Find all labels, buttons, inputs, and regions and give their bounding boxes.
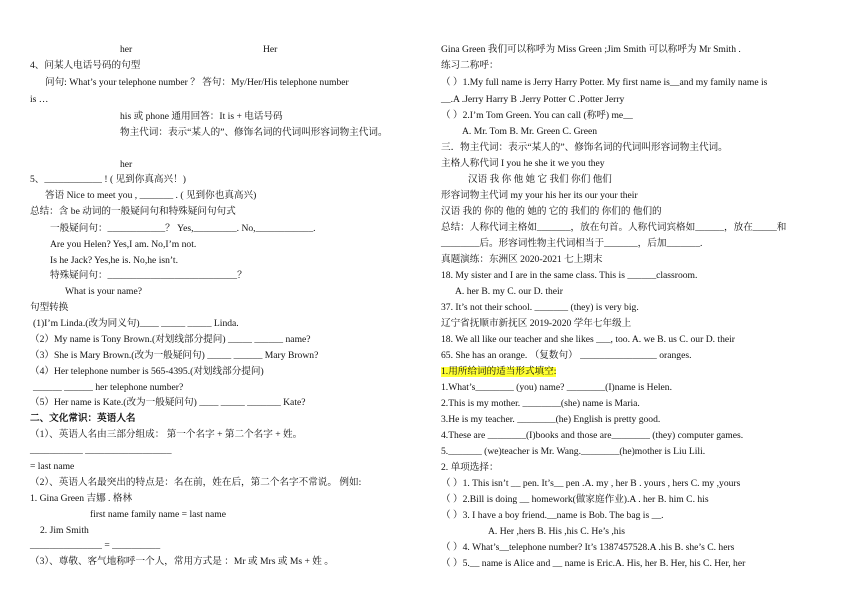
right-line: 65. She has an orange. （复数句） ________________ oranges. <box>441 350 692 361</box>
right-line: 2. 单项选择： <box>441 462 499 473</box>
left-line: ______ ______ her telephone number? <box>33 382 184 393</box>
right-line: 汉语 我的 你的 他的 她的 它的 我们的 你们的 他们的 <box>441 206 662 217</box>
left-line: （2）、英语人名最突出的特点是：名在前，姓在后，第二个名字不常说。 例如: <box>30 477 362 488</box>
right-line: A. Her ,hers B. His ,his C. He’s ,his <box>488 526 625 537</box>
right-line: 18. My sister and I are in the same class. This is ______classroom. <box>441 270 698 281</box>
left-line: 物主代词：表示“某人的”、修饰名词的代词叫形容词物主代词。 <box>120 127 388 138</box>
left-line: (1)I’m Linda.(改为同义句)____ _____ _____ Linda. <box>33 318 239 329</box>
left-line: 1. Gina Green 吉娜 . 格林 <box>30 493 133 504</box>
left-line: What is your name? <box>65 286 142 297</box>
right-line: （ ）2.I’m Tom Green. You can call (称呼) me__ <box>441 110 633 121</box>
right-line: 练习二称呼： <box>441 60 499 71</box>
left-line: ___________ __________________ <box>30 445 172 456</box>
left-line: （2）My name is Tony Brown.(对划线部分提问) _____ ______ name? <box>30 334 311 345</box>
right-line: （ ）5.__ name is Alice and __ name is Eric.A. His, her B. Her, his C. Her, her <box>441 558 746 569</box>
right-line: 真题演练：东洲区 2020-2021 七上期末 <box>441 254 603 265</box>
left-line: （1）、英语人名由三部分组成： 第一个名字 + 第二个名字 + 姓。 <box>30 429 303 440</box>
right-line: ________后。形容词性物主代词相当于_______，后加_______. <box>441 238 703 249</box>
left-line: Her <box>263 44 278 55</box>
left-line: Is he Jack? Yes,he is. No,he isn’t. <box>50 255 178 266</box>
right-line: 辽宁省抚顺市新抚区 2019-2020 学年七年级上 <box>441 318 632 329</box>
right-line: 18. We all like our teacher and she likes ___, too. A. we B. us C. our D. their <box>441 334 735 345</box>
right-line: 总结：人称代词主格如_______，放在句首。人称代词宾格如______，放在_____和 <box>441 222 787 233</box>
left-line: her <box>120 44 133 55</box>
left-line: （4）Her telephone number is 565-4395.(对划线部分提问) <box>30 366 264 377</box>
left-line: 总结：含 be 动词的一般疑问句和特殊疑问句句式 <box>30 206 236 217</box>
right-line: 2.This is my mother. ________(she) name is Maria. <box>441 398 640 409</box>
left-line: = last name <box>30 461 75 472</box>
left-line: 2. Jim Smith <box>40 525 89 536</box>
left-line: Are you Helen? Yes,I am. No,I’m not. <box>50 239 197 250</box>
right-line: （ ）1. This isn’t __ pen. It’s__ pen .A. my , her B . yours , hers C. my ,yours <box>441 478 741 489</box>
right-line: （ ）1.My full name is Jerry Harry Potter. My first name is__and my family name is <box>441 77 768 88</box>
left-line: 答语 Nice to meet you , _______ . ( 见到你也真高兴) <box>45 190 257 201</box>
right-line: 1.用所给词的适当形式填空: <box>441 366 557 377</box>
left-line: is … <box>30 94 49 105</box>
left-line: 一般疑问句：____________？ Yes,_________. No,____________. <box>50 223 316 234</box>
left-line: （3）、尊敬、客气地称呼一个人，常用方式是 ：Mr 或 Mrs 或 Ms + 姓 。 <box>30 556 334 567</box>
left-line: 二、文化常识：英语人名 <box>30 413 136 424</box>
left-line: （3）She is Mary Brown.(改为一般疑问句) _____ ______ Mary Brown? <box>30 350 319 361</box>
right-line: A. Mr. Tom B. Mr. Green C. Green <box>462 126 598 137</box>
right-line: 5._______ (we)teacher is Mr. Wang.________(he)mother is Liu Lili. <box>441 446 706 457</box>
right-line: 1.What’s________ (you) name? ________(I)name is Helen. <box>441 382 672 393</box>
right-line: 形容词物主代词 my your his her its our your their <box>441 190 638 201</box>
right-line: 汉语 我 你 他 她 它 我们 你们 他们 <box>468 174 612 185</box>
left-line: 问句: What’s your telephone number ？ 答句：My/Her/His telephone number <box>45 77 349 88</box>
right-line: 3.He is my teacher. ________(he) English is pretty good. <box>441 414 661 425</box>
right-line: （ ）2.Bill is doing __ homework(做家庭作业).A . her B. him C. his <box>441 494 709 505</box>
left-line: 4、问某人电话号码的句型 <box>30 60 141 71</box>
left-line: her <box>120 159 133 170</box>
right-line: 三．物主代词：表示“某人的”、修饰名词的代词叫形容词物主代词。 <box>441 142 728 153</box>
right-line: 主格人称代词 I you he she it we you they <box>441 158 605 169</box>
right-line: __.A .Jerry Harry B .Jerry Potter C .Potter Jerry <box>441 94 625 105</box>
left-line: first name family name = last name <box>90 509 226 520</box>
right-line: （ ）4. What’s__telephone number? It’s 1387457528.A .his B. she’s C. hers <box>441 542 735 553</box>
right-line: 37. It’s not their school. _______ (they) is very big. <box>441 302 639 313</box>
left-line: 句型转换 <box>30 302 69 313</box>
left-line: _______________ = __________ <box>30 540 161 551</box>
left-line: （5）Her name is Kate.(改为一般疑问句) ____ _____ _______ Kate? <box>30 397 306 408</box>
right-line: A. her B. my C. our D. their <box>455 286 563 297</box>
left-line: his 或 phone 通用回答：It is + 电话号码 <box>120 111 283 122</box>
left-line: 5、____________ ! ( 见到你真高兴！) <box>30 174 186 185</box>
right-line: Gina Green 我们可以称呼为 Miss Green ;Jim Smith 可以称呼为 Mr Smith . <box>441 44 741 55</box>
right-line: 4.These are ________(I)books and those are________ (they) computer games. <box>441 430 744 441</box>
left-line: 特殊疑问句：___________________________？ <box>50 270 247 281</box>
right-line: （ ）3. I have a boy friend.__name is Bob. The bag is __. <box>441 510 664 521</box>
